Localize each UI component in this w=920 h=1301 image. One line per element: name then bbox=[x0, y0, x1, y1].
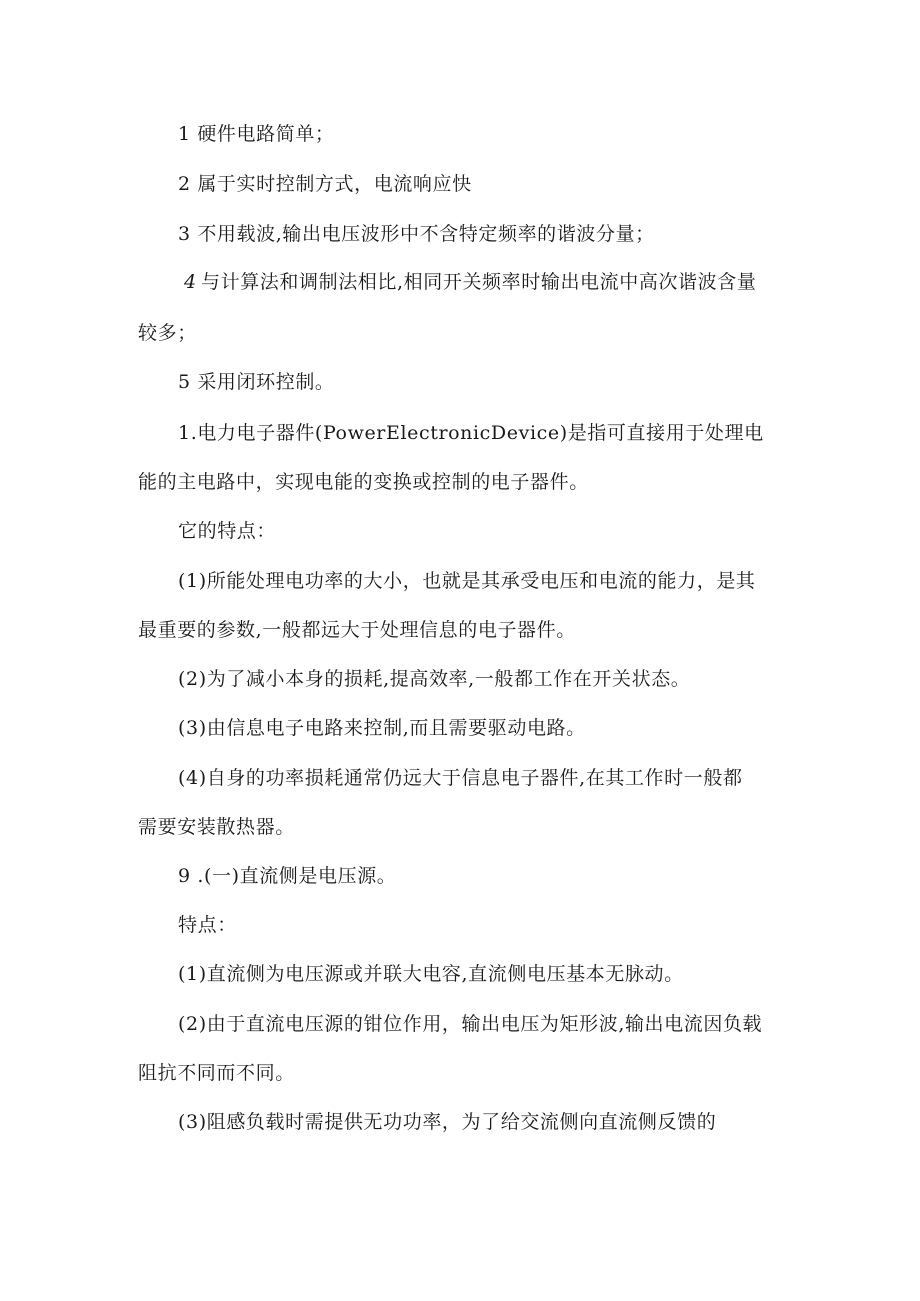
paragraph-device-definition: 1.电力电子器件(PowerElectronicDevice)是指可直接用于处理电 bbox=[178, 422, 764, 444]
feature-item-2: (2)为了减小本身的损耗,提高效率,一般都工作在开关状态。 bbox=[178, 668, 691, 690]
list-item-3: 3 不用载波,输出电压波形中不含特定频率的谐波分量； bbox=[178, 223, 655, 245]
list-item-4-text: 与计算法和调制法相比,相同开关频率时输出电流中高次谐波含量 bbox=[201, 271, 757, 293]
section-heading-voltage-source: 9 .(一)直流侧是电压源。 bbox=[178, 865, 397, 887]
feature-item-4-cont: 需要安装散热器。 bbox=[138, 816, 295, 838]
list-item-4-number bbox=[184, 270, 197, 294]
vs-feature-item-2: (2)由于直流电压源的钳位作用，输出电压为矩形波,输出电流因负载 bbox=[178, 1013, 763, 1035]
vs-feature-item-3: (3)阻感负载时需提供无功功率，为了给交流侧向直流侧反馈的 bbox=[178, 1111, 717, 1133]
feature-item-3: (3)由信息电子电路来控制,而且需要驱动电路。 bbox=[178, 717, 586, 739]
paragraph-device-definition-cont: 能的主电路中，实现电能的变换或控制的电子器件。 bbox=[138, 471, 589, 493]
vs-feature-item-1: (1)直流侧为电压源或并联大电容,直流侧电压基本无脉动。 bbox=[178, 963, 684, 985]
list-number-4: 4 bbox=[184, 271, 197, 293]
feature-item-1-cont: 最重要的参数,一般都远大于处理信息的电子器件。 bbox=[138, 619, 576, 641]
list-item-1: 1 硬件电路简单； bbox=[178, 123, 335, 145]
list-item-5: 5 采用闭环控制。 bbox=[178, 371, 335, 393]
section-heading-features: 它的特点： bbox=[178, 520, 277, 542]
feature-item-4: (4)自身的功率损耗通常仍远大于信息电子器件,在其工作时一般都 bbox=[178, 767, 743, 789]
list-item-2: 2 属于实时控制方式，电流响应快 bbox=[178, 173, 472, 195]
section-heading-features-2: 特点： bbox=[178, 914, 237, 936]
vs-feature-item-2-cont: 阻抗不同而不同。 bbox=[138, 1062, 295, 1084]
feature-item-1: (1)所能处理电功率的大小，也就是其承受电压和电流的能力，是其 bbox=[178, 570, 756, 592]
list-item-4-continuation: 较多； bbox=[138, 322, 197, 344]
